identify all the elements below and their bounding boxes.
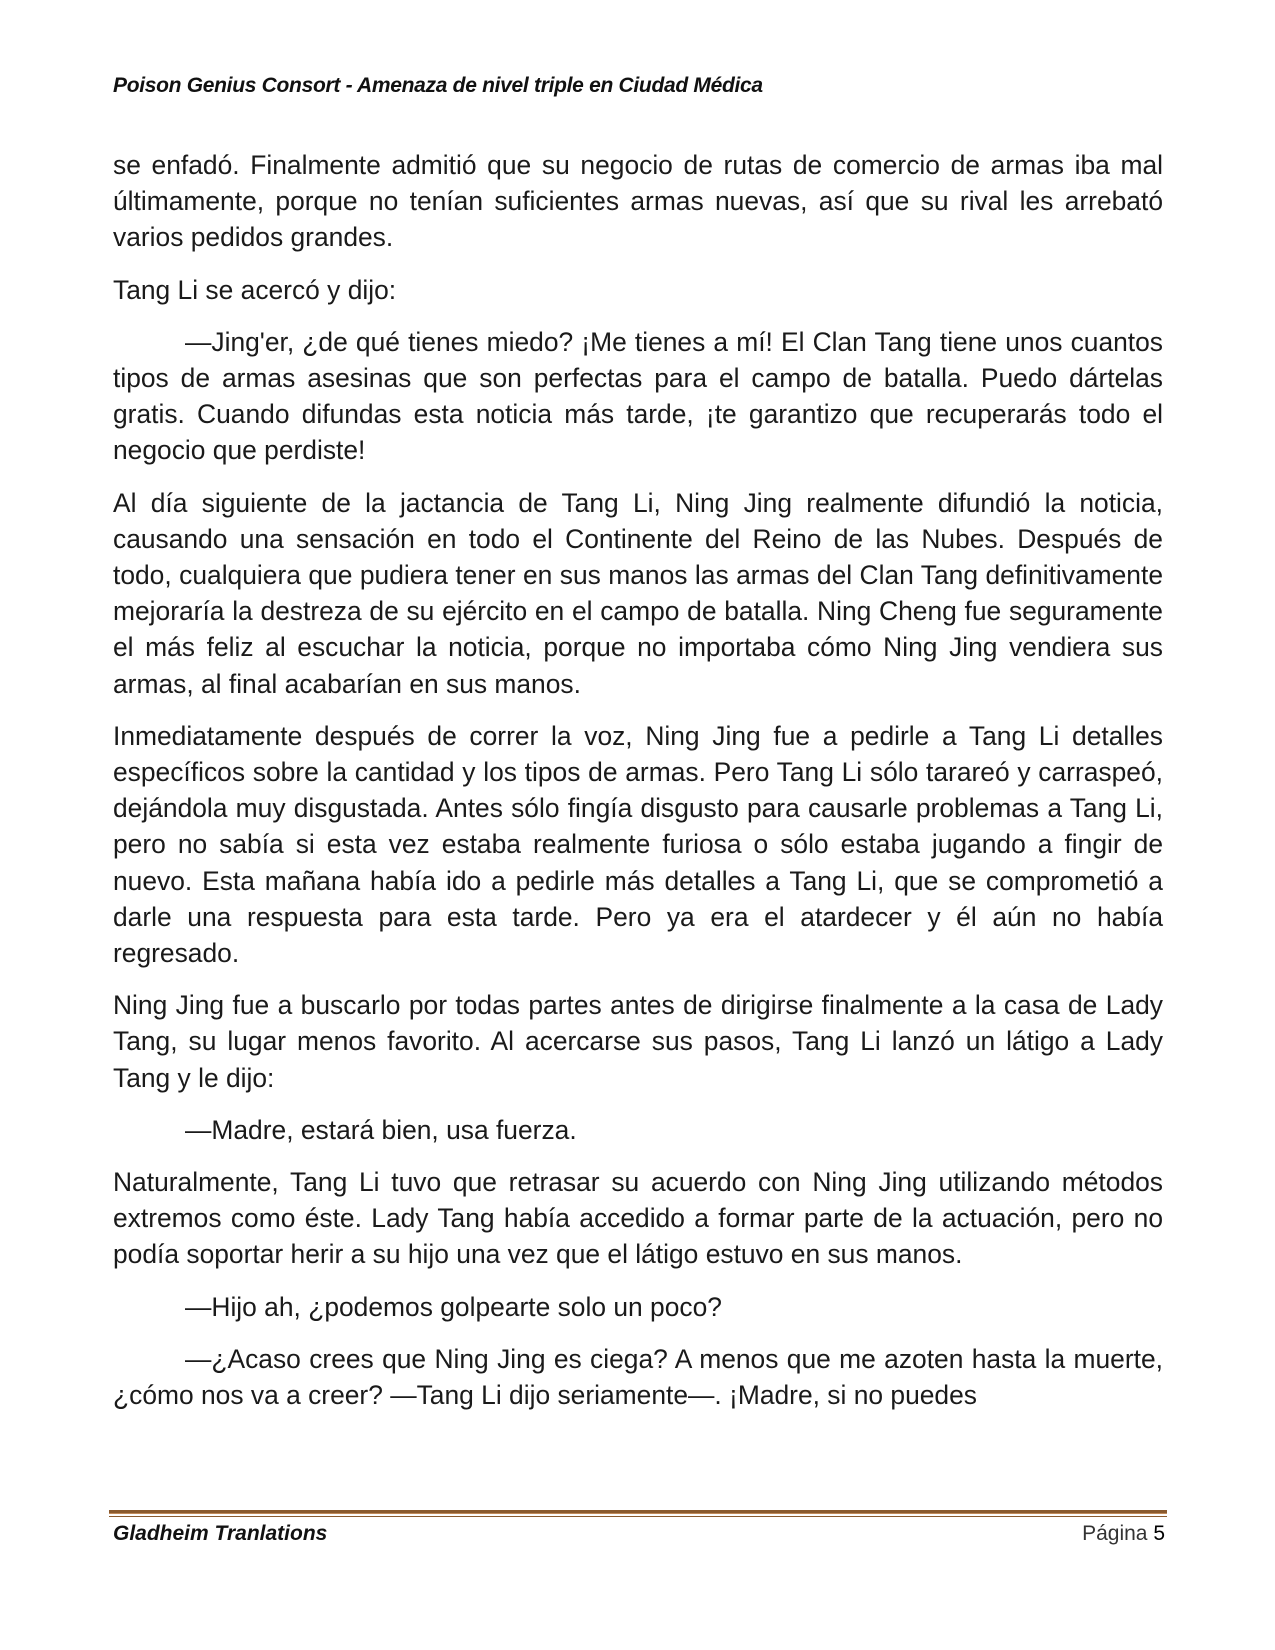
paragraph: Inmediatamente después de correr la voz, Ning Jing fue a pedirle a Tang Li detalles específicos sobre la cantidad y los tipos de armas. Pero Tang Li sólo tarareó y carraspeó, dejándola muy disgustada. Antes sólo fingía disgusto para causarle problemas a Tang Li, pero no sabía si esta vez estaba realmente furiosa o sólo estaba jugando a fingir de nuevo. Esta mañana había ido a pedirle más detalles a Tang Li, que se comprometió a darle una respuesta para esta tarde. Pero ya era el atardecer y él aún no había regresado.	[113, 720, 1163, 969]
footer-divider	[109, 1510, 1167, 1514]
footer-translator-credit: Gladheim Tranlations	[113, 1522, 328, 1545]
page-number: 5	[1153, 1522, 1165, 1545]
paragraph: Naturalmente, Tang Li tuvo que retrasar su acuerdo con Ning Jing utilizando métodos extremos como éste. Lady Tang había accedido a formar parte de la actuación, pero no podía soportar herir a su hijo una vez que el látigo estuvo en sus manos.	[113, 1167, 1163, 1270]
dialogue-paragraph: —Hijo ah, ¿podemos golpearte solo un poco?	[185, 1291, 722, 1322]
page-header-title: Poison Genius Consort - Amenaza de nivel triple en Ciudad Médica	[113, 74, 763, 97]
dialogue-paragraph: —Madre, estará bien, usa fuerza.	[185, 1114, 577, 1145]
dialogue-paragraph: —¿Acaso crees que Ning Jing es ciega? A menos que me azoten hasta la muerte, ¿cómo nos va a creer? —Tang Li dijo seriamente—. ¡Madre, si no puedes	[113, 1343, 1163, 1411]
footer-divider-thin	[109, 1516, 1167, 1517]
page-number-block	[1082, 1522, 1165, 1546]
document-body	[113, 147, 1163, 1413]
paragraph: se enfadó. Finalmente admitió que su negocio de rutas de comercio de armas iba mal últimamente, porque no tenían suficientes armas nuevas, así que su rival les arrebató varios pedidos grandes.	[113, 150, 1163, 253]
paragraph: Ning Jing fue a buscarlo por todas partes antes de dirigirse finalmente a la casa de Lady Tang, su lugar menos favorito. Al acercarse sus pasos, Tang Li lanzó un látigo a Lady Tang y le dijo:	[113, 990, 1163, 1093]
paragraph: Tang Li se acercó y dijo:	[113, 274, 397, 305]
page-label: Página	[1082, 1522, 1148, 1545]
paragraph: Al día siguiente de la jactancia de Tang Li, Ning Jing realmente difundió la noticia, causando una sensación en todo el Continente del Reino de las Nubes. Después de todo, cualquiera que pudiera tener en sus manos las armas del Clan Tang definitivamente mejoraría la destreza de su ejército en el campo de batalla. Ning Cheng fue seguramente el más feliz al escuchar la noticia, porque no importaba cómo Ning Jing vendiera sus armas, al final acabarían en sus manos.	[113, 487, 1163, 699]
dialogue-paragraph: —Jing'er, ¿de qué tienes miedo? ¡Me tienes a mí! El Clan Tang tiene unos cuantos tipos de armas asesinas que son perfectas para el campo de batalla. Puedo dártelas gratis. Cuando difundas esta noticia más tarde, ¡te garantizo que recuperarás todo el negocio que perdiste!	[113, 326, 1163, 466]
